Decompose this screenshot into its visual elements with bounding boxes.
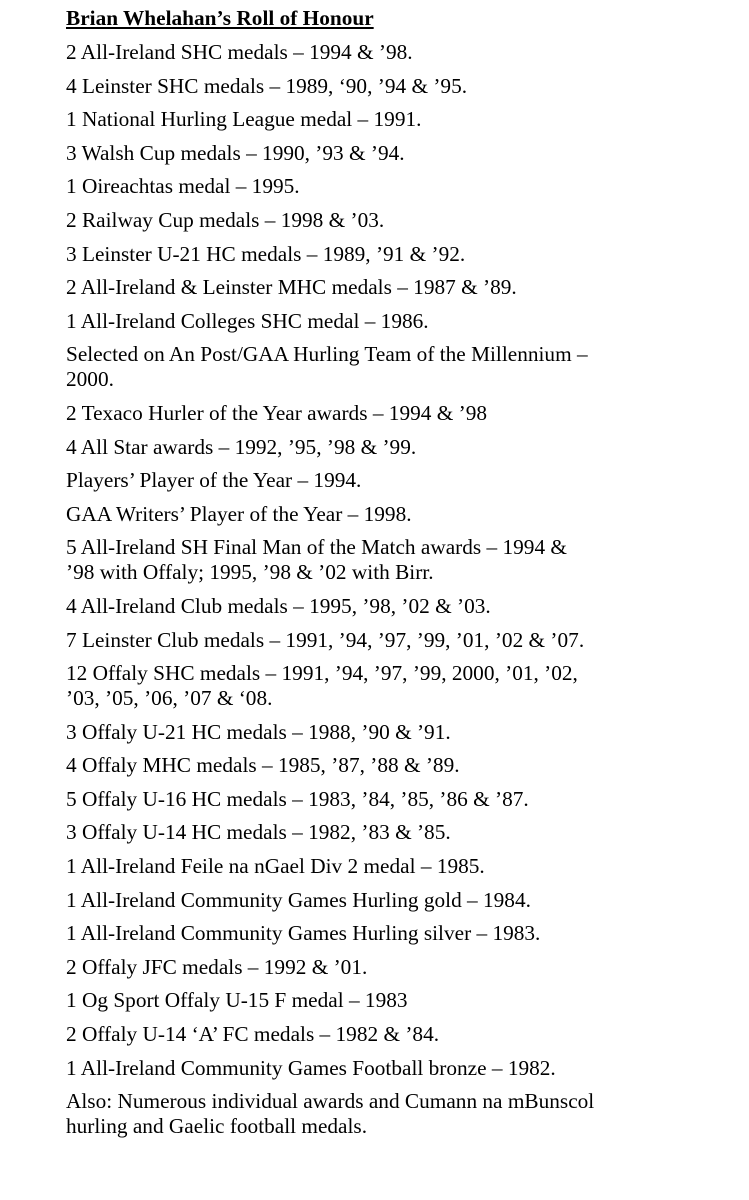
honour-entry-line: 2 All-Ireland & Leinster MHC medals – 1987 & ’89. <box>66 275 517 300</box>
honour-entry <box>66 208 736 233</box>
honour-entry-line: 7 Leinster Club medals – 1991, ’94, ’97, ’99, ’01, ’02 & ’07. <box>66 627 585 652</box>
honour-entry-line: 3 Walsh Cup medals – 1990, ’93 & ’94. <box>66 140 405 165</box>
honour-entry <box>66 594 736 619</box>
honour-entry <box>66 988 736 1013</box>
honour-entry <box>66 720 736 745</box>
honour-entry <box>66 174 736 199</box>
honour-entry <box>66 309 736 334</box>
honour-entry <box>66 535 736 585</box>
honours-list <box>66 40 736 1139</box>
honour-entry <box>66 107 736 132</box>
honour-entry-line: ’03, ’05, ’06, ’07 & ‘08. <box>66 686 273 711</box>
honour-entry <box>66 74 736 99</box>
honour-entry <box>66 955 736 980</box>
document-title: Brian Whelahan’s Roll of Honour <box>66 6 374 30</box>
honour-entry-line: 4 Leinster SHC medals – 1989, ‘90, ’94 & ’95. <box>66 73 468 98</box>
honour-entry <box>66 40 736 65</box>
honour-entry <box>66 921 736 946</box>
honour-entry-line: 4 All-Ireland Club medals – 1995, ’98, ’02 & ’03. <box>66 593 491 618</box>
honour-entry-line: 2 All-Ireland SHC medals – 1994 & ’98. <box>66 40 413 64</box>
honour-entry-line: Players’ Player of the Year – 1994. <box>66 468 362 493</box>
honour-entry <box>66 753 736 778</box>
honour-entry <box>66 502 736 527</box>
honour-entry <box>66 141 736 166</box>
honour-entry-line: 2 Offaly U-14 ‘A’ FC medals – 1982 & ’84. <box>66 1022 440 1047</box>
honour-entry-line: 1 All-Ireland Community Games Hurling gold – 1984. <box>66 887 531 912</box>
honour-entry-line: 4 All Star awards – 1992, ’95, ’98 & ’99. <box>66 434 417 459</box>
honour-entry-line: 2 Texaco Hurler of the Year awards – 1994 & ’98 <box>66 400 487 425</box>
honour-entry <box>66 1056 736 1081</box>
honour-entry <box>66 1089 736 1139</box>
honour-entry-line: Also: Numerous individual awards and Cumann na mBunscol <box>66 1089 595 1114</box>
honour-entry-line: 1 All-Ireland Community Games Hurling silver – 1983. <box>66 921 541 946</box>
honour-entry-line: 3 Offaly U-14 HC medals – 1982, ’83 & ’85. <box>66 820 451 845</box>
honour-entry-line: Selected on An Post/GAA Hurling Team of the Millennium – <box>66 342 588 367</box>
document <box>66 6 736 1139</box>
honour-entry-line: hurling and Gaelic football medals. <box>66 1114 368 1139</box>
honour-entry <box>66 820 736 845</box>
honour-entry <box>66 854 736 879</box>
honour-entry-line: 1 All-Ireland Colleges SHC medal – 1986. <box>66 308 429 333</box>
honour-entry <box>66 628 736 653</box>
honour-entry-line: 3 Leinster U-21 HC medals – 1989, ’91 & ’92. <box>66 241 466 266</box>
honour-entry-line: 1 National Hurling League medal – 1991. <box>66 107 422 132</box>
honour-entry <box>66 1022 736 1047</box>
honour-entry-line: 5 Offaly U-16 HC medals – 1983, ’84, ’85, ’86 & ’87. <box>66 786 529 811</box>
honour-entry-line: 1 All-Ireland Feile na nGael Div 2 medal – 1985. <box>66 854 485 879</box>
honour-entry <box>66 401 736 426</box>
honour-entry-line: 2 Offaly JFC medals – 1992 & ’01. <box>66 954 368 979</box>
honour-entry <box>66 275 736 300</box>
honour-entry-line: 5 All-Ireland SH Final Man of the Match awards – 1994 & <box>66 535 567 560</box>
honour-entry-line: 2 Railway Cup medals – 1998 & ’03. <box>66 207 385 232</box>
honour-entry-line: 1 Oireachtas medal – 1995. <box>66 174 300 199</box>
honour-entry-line: 1 All-Ireland Community Games Football bronze – 1982. <box>66 1055 556 1080</box>
honour-entry <box>66 888 736 913</box>
honour-entry-line: 12 Offaly SHC medals – 1991, ’94, ’97, ’99, 2000, ’01, ’02, <box>66 661 578 686</box>
honour-entry <box>66 242 736 267</box>
honour-entry <box>66 342 736 392</box>
honour-entry-line: 3 Offaly U-21 HC medals – 1988, ’90 & ’91. <box>66 719 451 744</box>
honour-entry-line: ’98 with Offaly; 1995, ’98 & ’02 with Birr. <box>66 560 434 585</box>
honour-entry-line: GAA Writers’ Player of the Year – 1998. <box>66 501 412 526</box>
honour-entry-line: 2000. <box>66 367 114 392</box>
honour-entry <box>66 787 736 812</box>
honour-entry-line: 1 Og Sport Offaly U-15 F medal – 1983 <box>66 988 408 1013</box>
honour-entry <box>66 435 736 460</box>
honour-entry <box>66 468 736 493</box>
honour-entry-line: 4 Offaly MHC medals – 1985, ’87, ’88 & ’89. <box>66 753 460 778</box>
honour-entry <box>66 661 736 711</box>
